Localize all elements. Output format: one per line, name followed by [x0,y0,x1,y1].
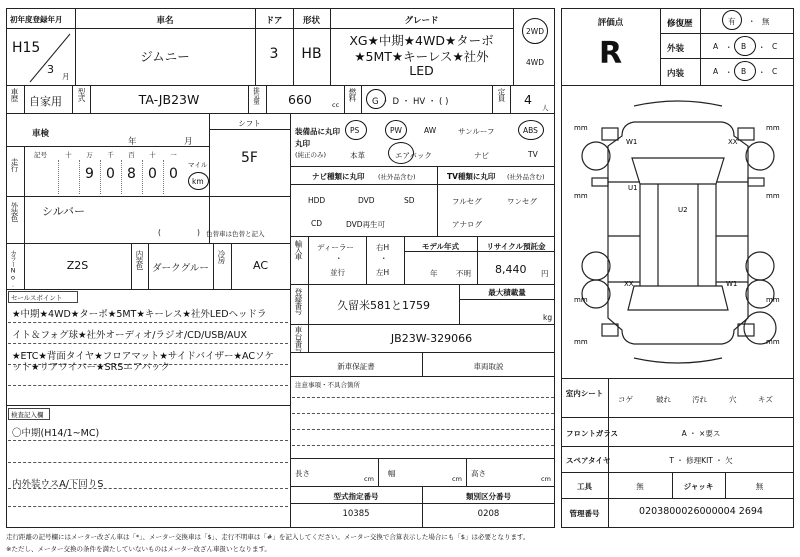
import-right: 右H [376,243,390,252]
registration-label: 登録番号 [294,288,303,314]
footer-line-2: ※ただし、メーター交換の条件を満たしていないものはメーター改ざん車扱いとなります。 [6,545,271,553]
usage-label: 車歴 [10,88,19,101]
interior-b: B [741,67,747,76]
score-label: 評価点 [597,18,624,28]
import-left: 左H [376,268,390,277]
shape-value: HB [301,46,322,62]
warranty: 新車保証書 [337,362,375,371]
digit-head: 万 [86,151,93,159]
footer-line-1: 走行距離の記号欄にはメーター改ざん車は「*」、メーター交換車は「$」、走行不明車は「#」を記入してください。メーター交換で合算表示した場合にも「$」は必要となります。 [6,533,530,541]
ac-value: AC [252,259,268,272]
mark-xx-front: XX [728,138,738,146]
mileage-digit: 9 [85,166,94,182]
recycle-label: リサイクル預託金 [486,242,546,251]
nav-dvd-play: DVD再生可 [346,220,386,229]
grade-line2: ★5MT★キーレス★社外 [354,49,489,64]
mileage-digit: 0 [106,166,115,182]
equip-pw: PW [390,126,402,135]
displacement-value: 660 [288,92,312,107]
max-load-label: 最大積載量 [488,288,526,297]
year-era: H15 [12,40,41,56]
import-dot2: ・ [380,254,388,263]
record-label: 記号 [34,151,47,159]
length-label: 長さ [295,469,310,478]
shaken-year-unit: 年 [128,137,137,147]
grade-line1: XG★中期★4WD★ターボ [349,33,494,48]
seat-label: 室内シート [565,389,604,398]
name-label: 車名 [156,16,174,26]
color-value: シルバー [42,205,85,218]
capacity-label: 定員 [497,88,506,101]
interior-color-value: ダークグルー [152,263,209,274]
mileage-digit: 0 [169,166,178,182]
repair-yes: 有 [728,17,736,26]
notes-label: 注意事項・不具合箇所 [295,381,360,389]
registration-value: 久留米581と1759 [337,299,430,312]
equip-abs: ABS [523,126,538,135]
height-unit: cm [541,475,551,483]
equip-airbag: エアバック [395,151,432,160]
equip-leather: 本革 [350,151,365,160]
shaken-label: 車検 [32,129,50,139]
color-note: 色替車は色替と記入 [206,230,265,238]
equipment-label: 装備品に丸印 [295,127,340,136]
exterior-c: C [772,42,778,51]
exterior-dot1: ・ [725,43,733,52]
exterior-dot2: ・ [758,43,766,52]
name-value: ジムニー [140,49,190,64]
doors-value: 3 [269,46,279,62]
import-label: 輸入車 [294,240,303,260]
drive-4wd: 4WD [526,58,544,67]
equip-sunroof: サンルーフ [458,127,495,136]
type-no-label: 型式指定番号 [333,492,379,501]
exterior-label: 外装 [667,44,685,54]
interior-c: C [772,67,778,76]
score-value: R [598,36,623,71]
mm-mid-right: mm [766,192,780,200]
sales-line-3: ★ETC★背面タイヤ★フロアマット★サイドバイザー★ACソケ [12,351,274,362]
nav-sd: SD [404,196,415,205]
inspector-line-3: 内外装ウスA/下回りS [12,479,104,490]
doors-label: ドア [265,16,283,26]
manual: 車両取説 [473,362,504,371]
nav-sub: (社外品含む) [378,173,416,181]
year-label: 初年度登録年月 [10,15,63,24]
nav-label: ナビ種類に丸印 [312,172,365,181]
mm-mid-left: mm [574,192,588,200]
exterior-b: B [741,42,747,51]
recycle-unit: 円 [541,269,549,278]
interior-color-label: 内装色 [135,250,144,270]
tv-label: TV種類に丸印 [447,172,496,181]
nav-hdd: HDD [308,196,326,205]
mark-u2: U2 [678,206,688,214]
jack-label: ジャッキ [683,482,714,491]
class-no-label: 類別区分番号 [466,492,511,501]
mm-bot-right: mm [766,338,780,346]
class-no-value: 0208 [477,509,500,519]
seat-burn: コゲ [618,395,633,404]
fuel-label: 燃料 [348,88,357,101]
equip-aw: AW [424,126,437,135]
equip-navi: ナビ [474,151,489,160]
color-no-label: カラーNo. [9,250,17,288]
spare-label: スペアタイヤ [566,456,611,465]
grade-line3: LED [409,63,434,78]
sales-line-2: イト＆フォグ球★社外オーディオ/ラジオ/CD/USB/AUX [12,330,247,341]
car-diagram [562,86,793,378]
color-label: 外装色 [10,202,19,222]
shift-value: 5F [241,150,258,166]
sales-line-4: ット★リアワイパー★SRSエアバック [12,362,170,373]
capacity-value: 4 [524,92,532,107]
nav-cd: CD [311,219,323,228]
mileage-label: 走行 [10,158,19,171]
repair-dot: ・ [748,17,756,26]
glass-opts: A ・ ×要ス [681,429,721,438]
exterior-a: A [713,42,719,51]
digit-head: 一 [170,151,177,159]
inspector-label: 検査記入欄 [11,411,44,419]
interior-label: 内装 [667,69,685,79]
glass-label: フロントガラス [566,429,619,438]
inspector-line-1: 〇中期(H14/1~MC) [12,428,100,439]
tools-label: 工具 [577,482,592,491]
vin-value: JB23W-329066 [390,332,473,345]
shift-label: シフト [238,119,261,128]
length-unit: cm [364,475,374,483]
seat-scratch: キズ [758,395,773,404]
capacity-unit: 人 [542,104,549,112]
mm-low-left: mm [574,296,588,304]
type-no-value: 10385 [342,509,370,519]
model-value: TA-JB23W [138,92,200,107]
model-year-unit: 年 [430,269,438,278]
displacement-label: 排気量 [252,87,260,104]
shaken-month-unit: 月 [184,137,193,147]
shape-label: 形状 [302,16,320,26]
mark-w1-rear: W1 [726,280,738,288]
mm-bot-left: mm [574,338,588,346]
digit-head: 十 [149,151,156,159]
tools-value: 無 [636,482,644,491]
mm-low-right: mm [766,296,780,304]
color-no-value: Z2S [66,259,89,272]
year-month: 3 [47,63,54,76]
digit-head: 十 [65,151,72,159]
fuel-options: G ・ D ・ HV ・ ( ) [372,97,449,107]
mileage-digit: 0 [148,166,157,182]
import-dot: ・ [335,254,343,263]
ac-label: 冷房 [217,250,226,263]
grade-label: グレード [404,16,439,26]
model-year-unknown: 不明 [456,269,471,278]
model-label: 型式 [77,88,86,101]
repair-no: 無 [762,17,770,26]
tv-oneseg: ワンセグ [507,197,537,206]
tv-fullseg: フルセグ [452,197,482,206]
drive-2wd: 2WD [526,27,544,36]
mm-top-left: mm [574,124,588,132]
spare-opts: T ・ 修理KIT ・ 欠 [669,456,733,465]
seat-tear: 破れ [656,395,671,404]
import-parallel: 並行 [330,268,345,277]
mgmt-label: 管理番号 [569,509,600,518]
sales-line-1: ★中期★4WD★ターボ★5MT★キーレス★社外LEDヘッドラ [12,309,267,320]
sales-points-label: セールスポイント [11,294,63,302]
mm-top-right: mm [766,124,780,132]
height-label: 高さ [471,469,486,478]
mark-u1: U1 [628,184,638,192]
repair-label: 修復歴 [667,19,693,29]
digit-head: 千 [107,151,114,159]
width-unit: cm [452,475,462,483]
digit-head: 百 [128,151,135,159]
seat-dirt: 汚れ [692,395,707,404]
equip-tv: TV [528,150,538,159]
km-label: km [192,177,204,186]
equipment-sub: (純正のみ) [295,151,327,159]
equipment-maru: 丸印 [295,139,310,148]
jack-value: 無 [755,482,764,491]
interior-a: A [713,67,719,76]
interior-dot2: ・ [758,68,766,77]
max-load-unit: kg [543,313,553,322]
mark-w1-front: W1 [626,138,638,146]
color-paren: ( [158,228,161,237]
mark-xx-rear: XX [624,280,634,288]
import-dealer: ディーラー [317,243,354,252]
vin-label: 車台番号 [294,326,303,352]
model-year-label: モデル年式 [421,242,460,251]
year-month-unit: 月 [62,72,70,81]
width-label: 幅 [388,469,396,478]
recycle-value: 8,440 [495,263,527,276]
tv-sub: (社外品含む) [507,173,545,181]
tv-analog: アナログ [452,220,482,229]
mileage-digit: 8 [127,166,136,182]
seat-hole: 穴 [729,395,737,404]
mile-label: マイル [188,161,208,169]
displacement-unit: cc [332,101,340,109]
usage-value: 自家用 [29,95,62,108]
interior-dot1: ・ [725,68,733,77]
color-paren-close: ) [197,228,200,237]
nav-dvd: DVD [358,196,375,205]
equip-ps: PS [350,126,360,135]
mgmt-value: 0203800026000004 2694 [639,506,763,517]
